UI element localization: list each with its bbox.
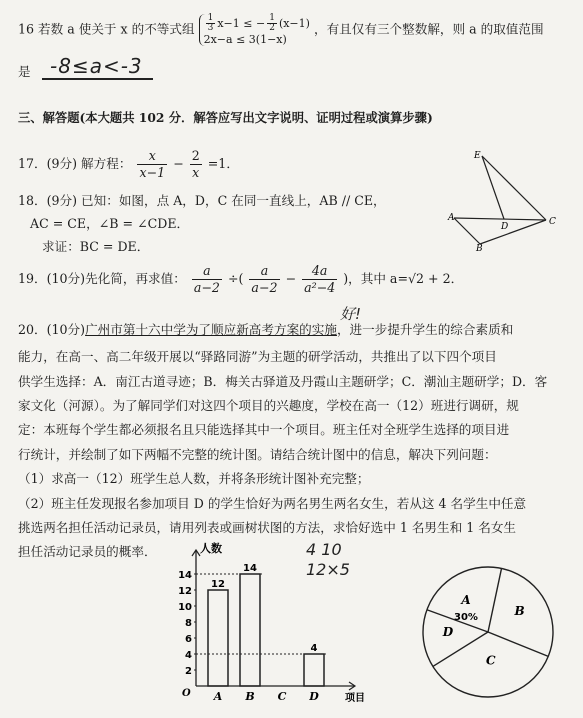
q20-line2: 能力，在高一、高二年级开展以“驿路同游”为主题的研学活动，共推出了以下四个项目 <box>18 349 497 364</box>
q18-line2: AC = CE，∠B = ∠CDE． <box>30 216 190 231</box>
pie-label-A: A <box>461 592 471 607</box>
q16-handwritten-answer: -8≤a<-3 <box>42 54 153 80</box>
q17-line: 17．(9分) 解方程： $\frac{x}{x-1}$ − $\frac{2}{x}$ =1． <box>18 148 239 180</box>
q19-line: 19．(10分)先化简，再求值： $\frac{a}{a-2}$ ÷( $\frac{a}{a-2}$ − $\frac{4a}{\text{a²−4}}$ )，其中 a=√2 + 2． <box>18 263 464 295</box>
q20-line1: 20．(10分)广州市第十六中学为了顺应新高考方案的实施，进一步提升学生的综合素质和 <box>18 322 514 337</box>
bar-data-label-A: 12 <box>211 579 225 590</box>
q19-frac2: $\frac{a}{a-2}$ <box>251 263 278 295</box>
bar-A <box>208 590 228 686</box>
q20-line10: 担任活动记录员的概率． <box>18 544 157 559</box>
q20-line6: 行统计，并绘制了如下两幅不完整的统计图。请结合统计图中的信息，解决下列问题： <box>18 447 497 462</box>
bar-data-label-D: 4 <box>310 643 318 654</box>
q18-label-E: E <box>474 151 481 161</box>
q18-line3: 求证：BC = DE． <box>42 239 150 254</box>
q17-frac2: $\frac{2}{x}$ <box>191 148 200 180</box>
pie-divider-3 <box>433 632 488 666</box>
q16-sys-line2: 2x−a ≤ 3(1−x) <box>203 33 287 46</box>
bar-y-label: 人数 <box>200 542 222 555</box>
q19-frac3: $\frac{4a}{\text{a²−4}}$ <box>304 263 336 295</box>
q18-label-D: D <box>501 222 509 232</box>
pie-value-A: 30% <box>454 611 478 623</box>
section3-title: 三、解答题(本大题共 102 分．解答应写出文字说明、证明过程或演算步骤) <box>18 110 433 125</box>
bar-x-label: 项目 <box>345 693 365 704</box>
pie-divider-2 <box>488 632 548 656</box>
q20-line4: 家文化（河源）。为了解同学们对这四个项目的兴趣度，学校在高一（12）班进行调研，规 <box>18 398 519 413</box>
q16-suffix: ，有且仅有三个整数解，则 a 的取值范围 <box>313 21 544 37</box>
q16-line <box>18 14 544 46</box>
bar-y-tick-12: 12 <box>178 586 192 597</box>
q16-prefix: 16 若数 a 使关于 x 的不等式组 <box>18 21 195 37</box>
q18-geometry-figure <box>448 150 568 254</box>
q16-answer-prefix: 是 <box>18 64 31 79</box>
q16-frac-b: $\frac{1}{2}$ <box>269 13 275 33</box>
bar-y-tick-4: 4 <box>185 650 192 661</box>
q17-frac1: $\frac{x}{x-1}$ <box>139 148 166 180</box>
bar-y-tick-2: 2 <box>185 666 192 677</box>
q16-inequality-system <box>199 14 310 46</box>
q20-handwritten-calc-top: 4 10 <box>306 540 342 559</box>
q20-line7: （1）求高一（12）班学生总人数，并将条形统计图补充完整； <box>18 471 370 486</box>
bar-y-tick-14: 14 <box>178 570 192 581</box>
pie-divider-1 <box>488 568 502 632</box>
bar-y-tick-8: 8 <box>185 618 192 629</box>
bar-x-tick-C: C <box>277 690 287 703</box>
q16-sys-line1: $\frac{1}{3}$ x−1 ≤ − $\frac{1}{2}$ (x−1) <box>207 13 310 33</box>
pie-label-D: D <box>442 625 454 640</box>
q20-line5: 定：本班每个学生都必须报名且只能选择其中一个项目。班主任对全班学生选择的项目进 <box>18 422 510 437</box>
q20-handwritten-calc-bottom: 12×5 <box>306 560 350 579</box>
pie-chart <box>418 562 558 702</box>
q20-line8: （2）班主任发现报名参加项目 D 的学生恰好为两名男生两名女生，若从这 4 名学生中任意 <box>18 496 527 511</box>
q16-frac-a: $\frac{1}{3}$ <box>207 13 214 33</box>
q18-label-B: B <box>476 244 483 254</box>
q18-label-A: A <box>448 213 455 223</box>
bar-x-tick-A: A <box>213 690 223 703</box>
bar-chart <box>170 538 370 704</box>
pie-label-B: B <box>514 604 525 619</box>
bar-x-tick-D: D <box>309 690 319 703</box>
bar-y-tick-6: 6 <box>185 634 192 645</box>
bar-origin-label: O <box>182 688 191 699</box>
q16-answer-line <box>18 64 31 80</box>
q20-margin-note: 好! <box>340 305 362 323</box>
bar-x-tick-B: B <box>245 690 255 703</box>
q20-line3: 供学生选择：A．南江古道寻迹；B．梅关古驿道及丹霞山主题研学；C．潮汕主题研学；D．客 <box>18 374 548 389</box>
q18-label-C: C <box>549 217 556 227</box>
bar-data-label-B: 14 <box>243 563 257 574</box>
bar-D <box>304 654 324 686</box>
pie-label-C: C <box>486 653 496 668</box>
bar-y-tick-10: 10 <box>178 602 192 613</box>
q19-frac1: $\frac{a}{a-2}$ <box>193 263 220 295</box>
q20-line9: 挑选两名担任活动记录员，请用列表或画树状图的方法，求恰好选中 1 名男生和 1 名女生 <box>18 520 517 535</box>
bar-B <box>240 574 260 686</box>
q18-line1: 18．(9分) 已知：如图，点 A，D，C 在同一直线上，AB // CE， <box>18 193 386 208</box>
